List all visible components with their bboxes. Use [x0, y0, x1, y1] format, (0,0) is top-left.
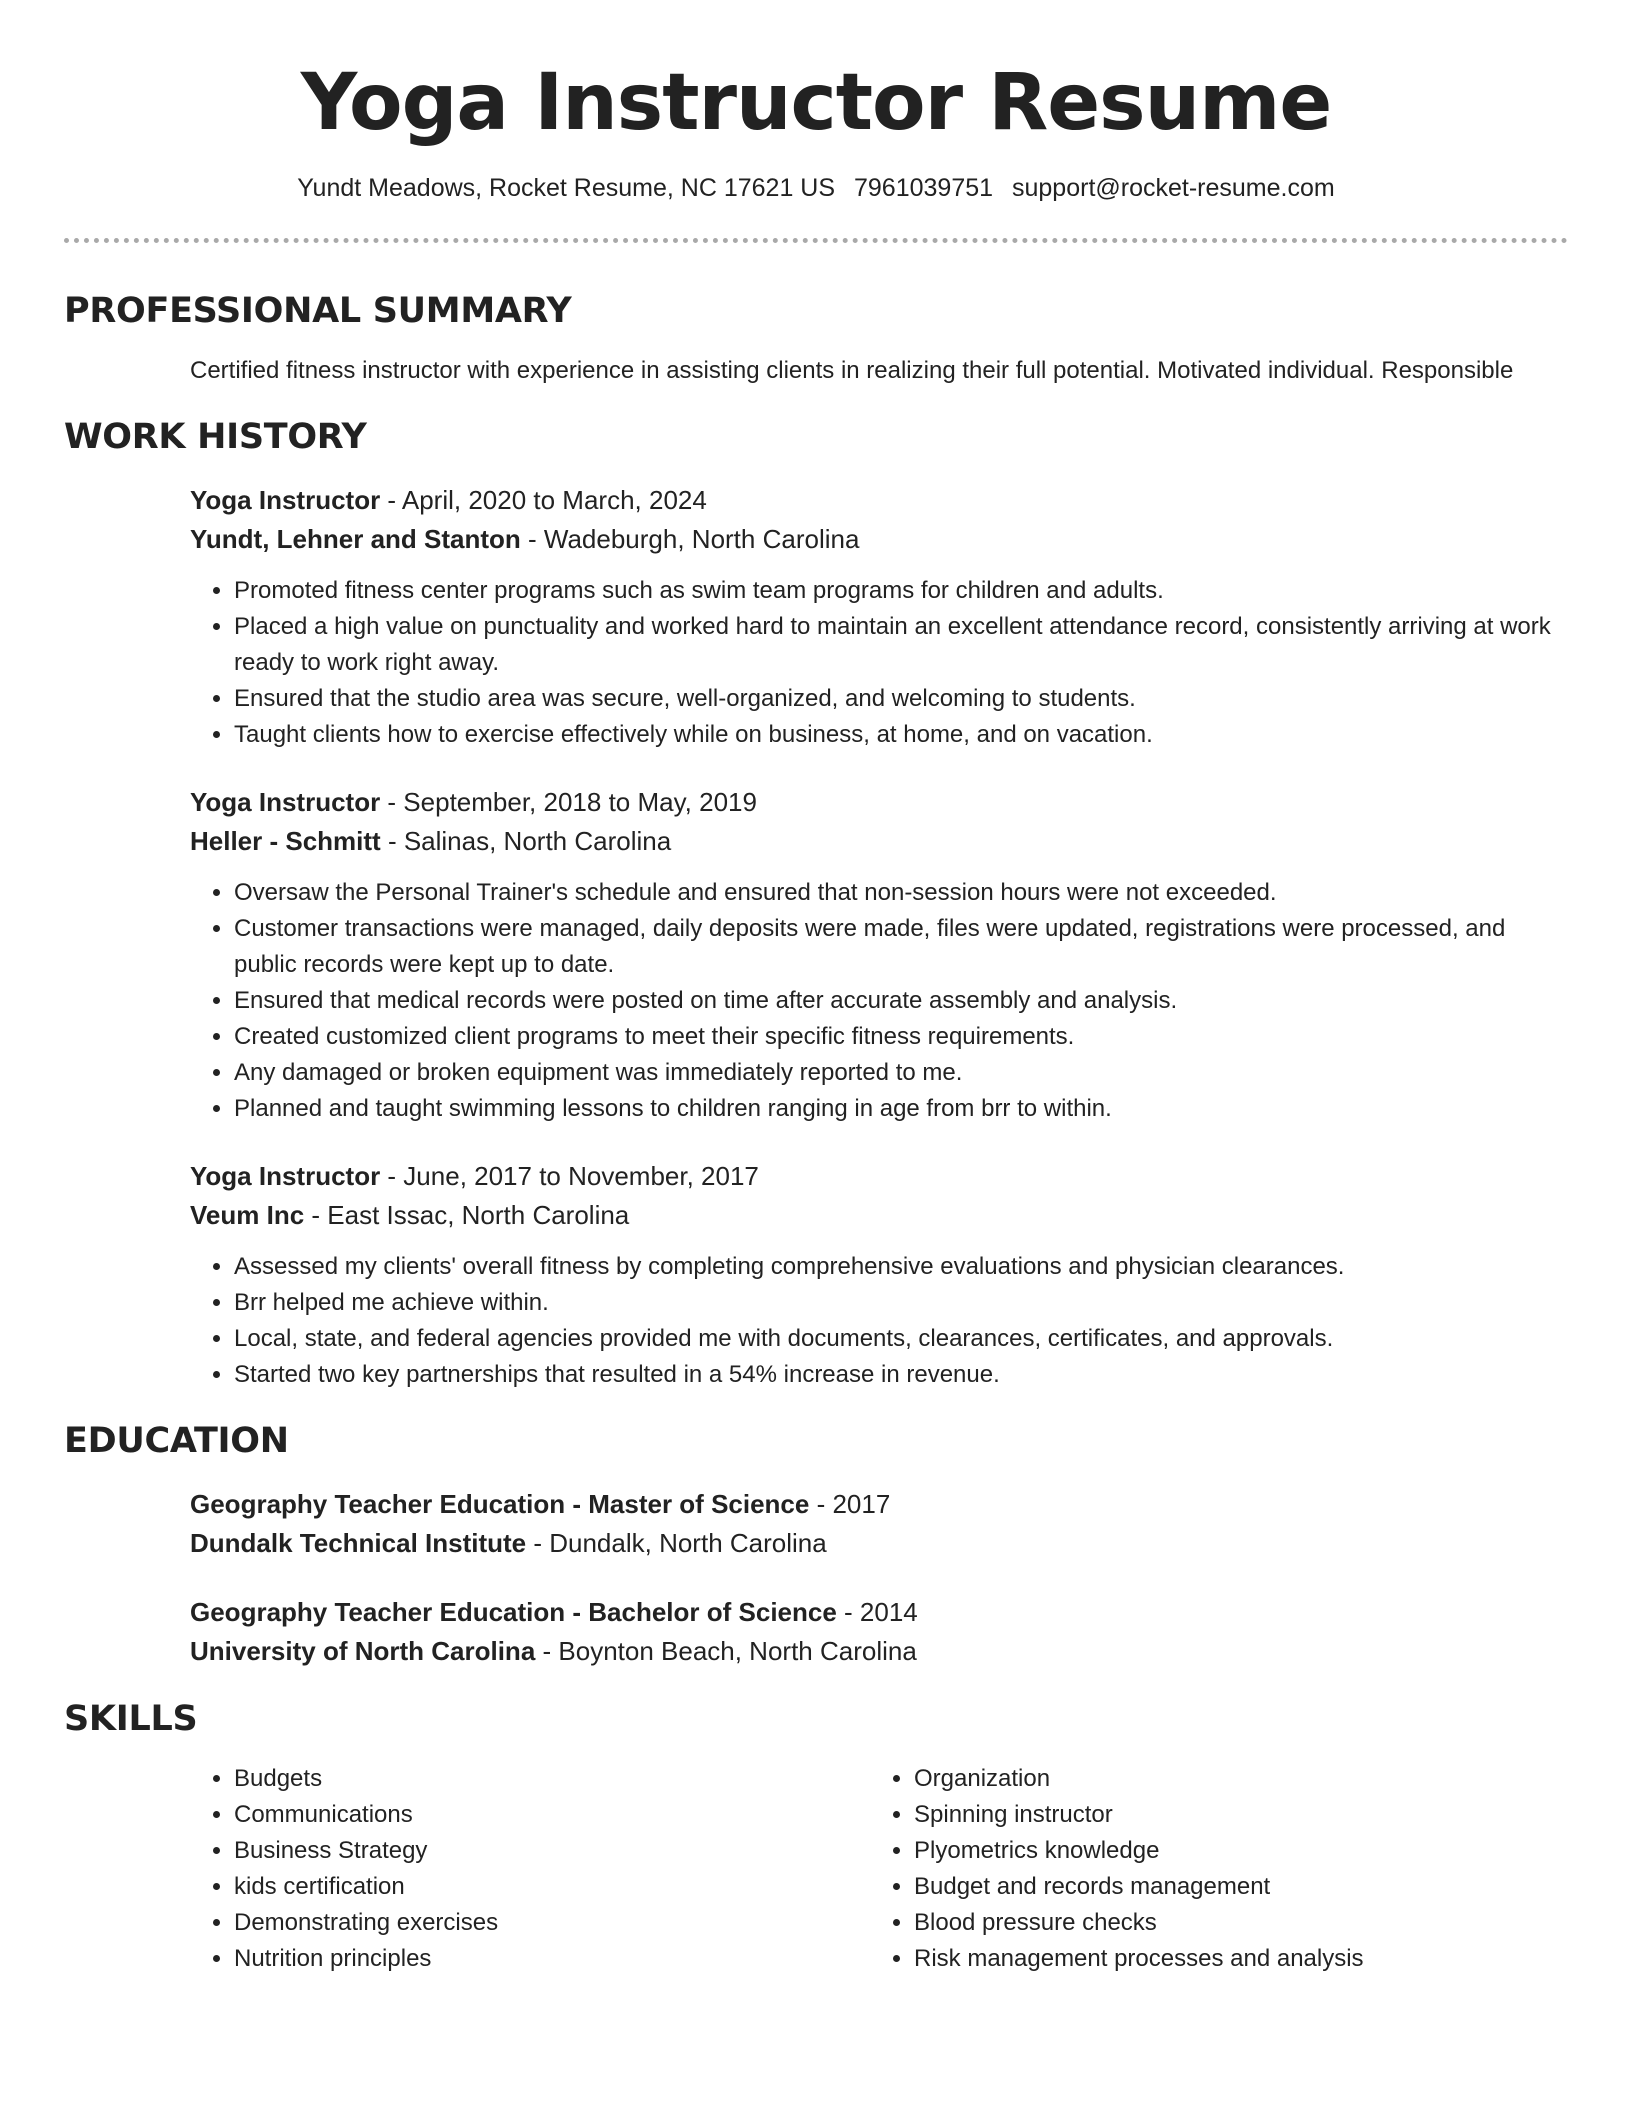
job-entry [64, 1157, 1568, 1393]
skills-section [64, 1697, 1568, 1977]
job-company-line [190, 520, 1568, 559]
school-location: - Dundalk, North Carolina [526, 1528, 827, 1558]
skills-list-left [190, 1761, 870, 1977]
list-item: • Communications [234, 1797, 870, 1833]
list-item: • Budget and records management [914, 1869, 1550, 1905]
job-title: Yoga Instructor [190, 787, 381, 817]
job-bullets [190, 875, 1568, 1127]
job-title-line [190, 783, 1568, 822]
list-item: • Brr helped me achieve within. [234, 1285, 1568, 1321]
skills-columns [64, 1761, 1568, 1977]
job-title: Yoga Instructor [190, 485, 381, 515]
degree-year: - 2014 [836, 1597, 918, 1627]
degree-line [190, 1593, 1568, 1632]
job-bullets [190, 1249, 1568, 1393]
education-entry [64, 1593, 1568, 1671]
skills-list-right [870, 1761, 1550, 1977]
job-company: Heller - Schmitt [190, 826, 381, 856]
job-dates: - April, 2020 to March, 2024 [380, 485, 707, 515]
list-item: • Organization [914, 1761, 1550, 1797]
list-item: • Any damaged or broken equipment was immediately reported to me. [234, 1055, 1568, 1091]
school-line [190, 1524, 1568, 1563]
contact-phone: 7961039751 [854, 174, 994, 202]
list-item: • Ensured that the studio area was secure, well-organized, and welcoming to students. [234, 681, 1568, 717]
school: Dundalk Technical Institute [190, 1528, 527, 1558]
list-item: • Assessed my clients' overall fitness by completing comprehensive evaluations and physician clearances. [234, 1249, 1568, 1285]
education-section [64, 1419, 1568, 1671]
job-company-line [190, 1196, 1568, 1235]
degree-year: - 2017 [809, 1489, 891, 1519]
section-title-work: WORK HISTORY [64, 417, 367, 457]
school-line [190, 1632, 1568, 1671]
job-location: - East Issac, North Carolina [304, 1200, 630, 1230]
job-entry [64, 783, 1568, 1127]
job-dates: - September, 2018 to May, 2019 [380, 787, 757, 817]
education-entry [64, 1485, 1568, 1563]
list-item: • Promoted fitness center programs such as swim team programs for children and adults. [234, 573, 1568, 609]
contact-email: support@rocket-resume.com [1012, 174, 1335, 202]
list-item: • Placed a high value on punctuality and worked hard to maintain an excellent attendance record, consistently arriving at work ready to work right away. [234, 609, 1568, 681]
list-item: • Ensured that medical records were posted on time after accurate assembly and analysis. [234, 983, 1568, 1019]
list-item: • Taught clients how to exercise effectively while on business, at home, and on vacation. [234, 717, 1568, 753]
degree: Geography Teacher Education - Bachelor of Science [190, 1597, 837, 1627]
contact-line [64, 172, 1568, 204]
list-item: • Customer transactions were managed, daily deposits were made, files were updated, registrations were processed, and public records were kept up to date. [234, 911, 1568, 983]
section-title-skills: SKILLS [64, 1699, 198, 1739]
list-item: • Nutrition principles [234, 1941, 870, 1977]
degree: Geography Teacher Education - Master of Science [190, 1489, 810, 1519]
school: University of North Carolina [190, 1636, 536, 1666]
list-item: • Local, state, and federal agencies provided me with documents, clearances, certificates, and approvals. [234, 1321, 1568, 1357]
job-location: - Wadeburgh, North Carolina [520, 524, 860, 554]
job-title-line [190, 481, 1568, 520]
resume-title: Yoga Instructor Resume [300, 58, 1332, 148]
job-dates: - June, 2017 to November, 2017 [380, 1161, 759, 1191]
job-company-line [190, 822, 1568, 861]
school-location: - Boynton Beach, North Carolina [535, 1636, 917, 1666]
resume-header [64, 0, 1568, 243]
list-item: • Risk management processes and analysis [914, 1941, 1550, 1977]
contact-address: Yundt Meadows, Rocket Resume, NC 17621 US [297, 174, 836, 202]
list-item: • Oversaw the Personal Trainer's schedule and ensured that non-session hours were not exceeded. [234, 875, 1568, 911]
job-company: Veum Inc [190, 1200, 305, 1230]
list-item: • Plyometrics knowledge [914, 1833, 1550, 1869]
list-item: • Planned and taught swimming lessons to children ranging in age from brr to within. [234, 1091, 1568, 1127]
list-item: • Created customized client programs to meet their specific fitness requirements. [234, 1019, 1568, 1055]
section-title-education: EDUCATION [64, 1421, 289, 1461]
degree-line [190, 1485, 1568, 1524]
job-title-line [190, 1157, 1568, 1196]
header-divider [64, 238, 1568, 243]
list-item: • kids certification [234, 1869, 870, 1905]
list-item: • Demonstrating exercises [234, 1905, 870, 1941]
job-bullets [190, 573, 1568, 753]
job-entry [64, 481, 1568, 753]
list-item: • Spinning instructor [914, 1797, 1550, 1833]
summary-section [64, 289, 1568, 389]
summary-text: Certified fitness instructor with experience in assisting clients in realizing their full potential. Motivated individual. Responsible [190, 357, 1514, 384]
work-section [64, 415, 1568, 1393]
list-item: • Blood pressure checks [914, 1905, 1550, 1941]
list-item: • Budgets [234, 1761, 870, 1797]
section-title-summary: PROFESSIONAL SUMMARY [64, 291, 572, 331]
list-item: • Business Strategy [234, 1833, 870, 1869]
list-item: • Started two key partnerships that resulted in a 54% increase in revenue. [234, 1357, 1568, 1393]
job-company: Yundt, Lehner and Stanton [190, 524, 521, 554]
job-location: - Salinas, North Carolina [380, 826, 672, 856]
job-title: Yoga Instructor [190, 1161, 381, 1191]
resume-page [64, 0, 1568, 1977]
